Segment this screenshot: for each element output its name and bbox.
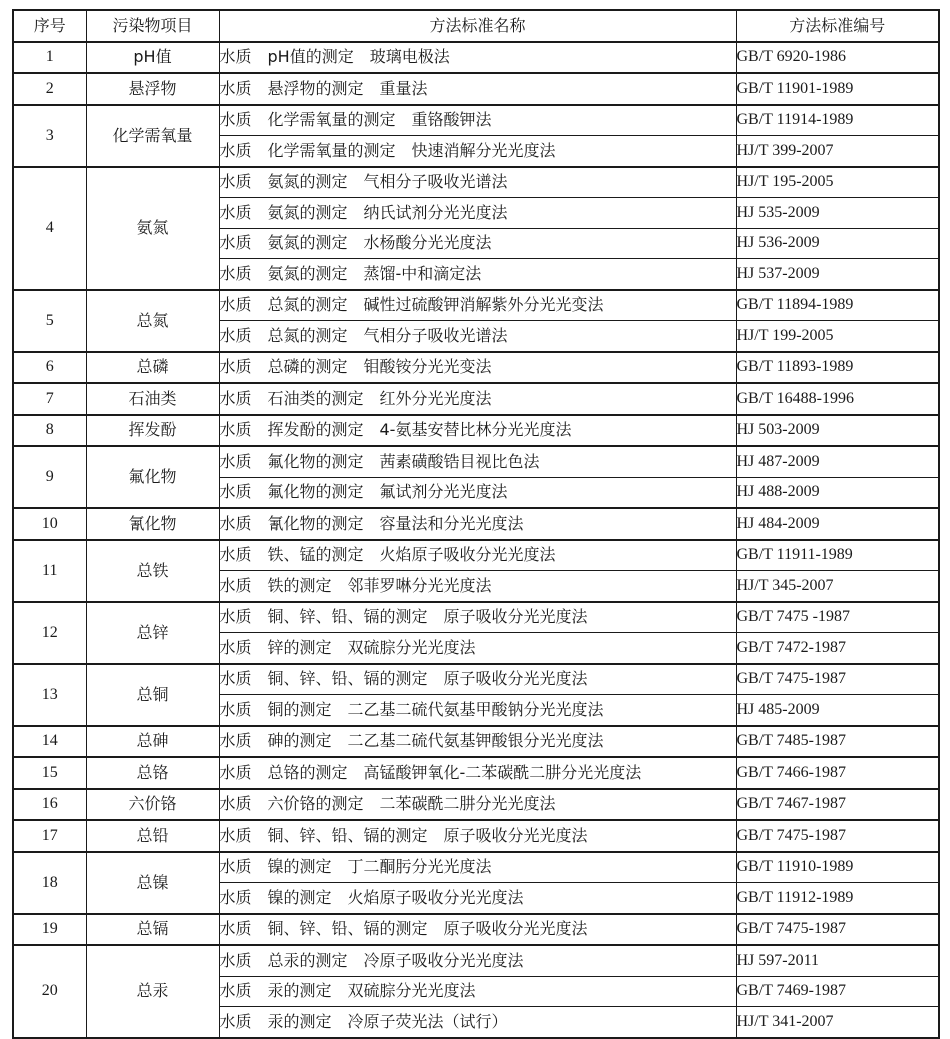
table-row (13, 352, 939, 384)
method-code-cell: GB/T 11901-1989 (736, 73, 939, 105)
pollutant-item-cell: 总镍 (86, 852, 219, 914)
method-name-cell: 水质 化学需氧量的测定 快速消解分光光度法 (219, 136, 736, 167)
method-name-cell: 水质 氨氮的测定 水杨酸分光光度法 (219, 228, 736, 259)
header-serial-no: 序号 (13, 10, 86, 42)
table-row (13, 167, 939, 198)
method-code-cell: GB/T 11894-1989 (736, 290, 939, 321)
method-code-cell: GB/T 7475 -1987 (736, 602, 939, 633)
pollutant-item-cell: 总汞 (86, 945, 219, 1038)
method-name-cell: 水质 铜的测定 二乙基二硫代氨基甲酸钠分光光度法 (219, 695, 736, 726)
method-code-cell: GB/T 11912-1989 (736, 883, 939, 914)
method-code-cell: GB/T 11911-1989 (736, 540, 939, 571)
serial-no-cell: 8 (13, 415, 86, 447)
table-row (13, 290, 939, 321)
serial-no-cell: 17 (13, 820, 86, 852)
pollutant-item-cell: 总铜 (86, 664, 219, 726)
method-name-cell: 水质 总磷的测定 钼酸铵分光光变法 (219, 352, 736, 384)
method-name-cell: 水质 氨氮的测定 纳氏试剂分光光度法 (219, 198, 736, 229)
table-body (13, 42, 939, 1038)
table-row (13, 852, 939, 883)
pollutant-item-cell: 总铅 (86, 820, 219, 852)
serial-no-cell: 16 (13, 789, 86, 821)
method-code-cell: GB/T 7475-1987 (736, 820, 939, 852)
method-code-cell: HJ 488-2009 (736, 477, 939, 508)
pollutant-item-cell: 总砷 (86, 726, 219, 758)
table-row (13, 820, 939, 852)
serial-no-cell: 3 (13, 105, 86, 167)
method-code-cell: GB/T 7475-1987 (736, 664, 939, 695)
serial-no-cell: 12 (13, 602, 86, 664)
method-name-cell: 水质 镍的测定 火焰原子吸收分光光度法 (219, 883, 736, 914)
serial-no-cell: 18 (13, 852, 86, 914)
pollutant-item-cell: 石油类 (86, 383, 219, 415)
pollutant-item-cell: 总铁 (86, 540, 219, 602)
method-code-cell: HJ/T 341-2007 (736, 1007, 939, 1038)
method-code-cell: HJ 485-2009 (736, 695, 939, 726)
method-code-cell: HJ 503-2009 (736, 415, 939, 447)
table-row (13, 789, 939, 821)
method-code-cell: GB/T 7467-1987 (736, 789, 939, 821)
method-name-cell: 水质 总铬的测定 高锰酸钾氧化-二苯碳酰二肼分光光度法 (219, 757, 736, 789)
standards-table (12, 9, 940, 1039)
method-name-cell: 水质 铁、锰的测定 火焰原子吸收分光光度法 (219, 540, 736, 571)
method-code-cell: HJ 535-2009 (736, 198, 939, 229)
serial-no-cell: 15 (13, 757, 86, 789)
method-code-cell: HJ/T 345-2007 (736, 571, 939, 602)
method-code-cell: HJ/T 399-2007 (736, 136, 939, 167)
method-name-cell: 水质 挥发酚的测定 4-氨基安替比林分光光度法 (219, 415, 736, 447)
header-method-code: 方法标准编号 (736, 10, 939, 42)
table-row (13, 446, 939, 477)
pollutant-item-cell: 总铬 (86, 757, 219, 789)
pollutant-item-cell: pH值 (86, 42, 219, 74)
method-code-cell: GB/T 7466-1987 (736, 757, 939, 789)
serial-no-cell: 19 (13, 914, 86, 946)
header-pollutant-item: 污染物项目 (86, 10, 219, 42)
header-row (13, 10, 939, 42)
method-code-cell: HJ 536-2009 (736, 228, 939, 259)
serial-no-cell: 7 (13, 383, 86, 415)
table-row (13, 508, 939, 540)
method-name-cell: 水质 氟化物的测定 茜素磺酸锆目视比色法 (219, 446, 736, 477)
serial-no-cell: 13 (13, 664, 86, 726)
table-row (13, 602, 939, 633)
serial-no-cell: 14 (13, 726, 86, 758)
method-name-cell: 水质 砷的测定 二乙基二硫代氨基钾酸银分光光度法 (219, 726, 736, 758)
table-row (13, 42, 939, 74)
method-code-cell: HJ 537-2009 (736, 259, 939, 290)
method-name-cell: 水质 汞的测定 双硫腙分光光度法 (219, 976, 736, 1007)
method-name-cell: 水质 氨氮的测定 蒸馏-中和滴定法 (219, 259, 736, 290)
table-row (13, 105, 939, 136)
method-name-cell: 水质 汞的测定 冷原子荧光法（试行） (219, 1007, 736, 1038)
method-name-cell: 水质 总氮的测定 气相分子吸收光谱法 (219, 321, 736, 352)
method-name-cell: 水质 铜、锌、铅、镉的测定 原子吸收分光光度法 (219, 914, 736, 946)
method-name-cell: 水质 氟化物的测定 氟试剂分光光度法 (219, 477, 736, 508)
method-name-cell: 水质 氨氮的测定 气相分子吸收光谱法 (219, 167, 736, 198)
pollutant-item-cell: 氰化物 (86, 508, 219, 540)
serial-no-cell: 2 (13, 73, 86, 105)
method-code-cell: GB/T 6920-1986 (736, 42, 939, 74)
method-code-cell: GB/T 7469-1987 (736, 976, 939, 1007)
table-row (13, 726, 939, 758)
method-name-cell: 水质 悬浮物的测定 重量法 (219, 73, 736, 105)
method-code-cell: GB/T 7472-1987 (736, 633, 939, 664)
method-name-cell: 水质 氰化物的测定 容量法和分光光度法 (219, 508, 736, 540)
method-name-cell: 水质 铜、锌、铅、镉的测定 原子吸收分光光度法 (219, 602, 736, 633)
serial-no-cell: 6 (13, 352, 86, 384)
method-name-cell: 水质 铜、锌、铅、镉的测定 原子吸收分光光度法 (219, 820, 736, 852)
serial-no-cell: 11 (13, 540, 86, 602)
table-row (13, 945, 939, 976)
table-row (13, 664, 939, 695)
pollutant-item-cell: 氟化物 (86, 446, 219, 508)
method-name-cell: 水质 铜、锌、铅、镉的测定 原子吸收分光光度法 (219, 664, 736, 695)
method-name-cell: 水质 铁的测定 邻菲罗啉分光光度法 (219, 571, 736, 602)
pollutant-item-cell: 总磷 (86, 352, 219, 384)
method-name-cell: 水质 总汞的测定 冷原子吸收分光光度法 (219, 945, 736, 976)
method-name-cell: 水质 总氮的测定 碱性过硫酸钾消解紫外分光光变法 (219, 290, 736, 321)
method-code-cell: GB/T 7485-1987 (736, 726, 939, 758)
method-name-cell: 水质 化学需氧量的测定 重铬酸钾法 (219, 105, 736, 136)
method-name-cell: 水质 镍的测定 丁二酮肟分光光度法 (219, 852, 736, 883)
method-code-cell: GB/T 16488-1996 (736, 383, 939, 415)
method-name-cell: 水质 锌的测定 双硫腙分光光度法 (219, 633, 736, 664)
pollutant-item-cell: 化学需氧量 (86, 105, 219, 167)
method-name-cell: 水质 pH值的测定 玻璃电极法 (219, 42, 736, 74)
serial-no-cell: 4 (13, 167, 86, 290)
pollutant-item-cell: 六价铬 (86, 789, 219, 821)
method-code-cell: GB/T 11914-1989 (736, 105, 939, 136)
method-name-cell: 水质 石油类的测定 红外分光光度法 (219, 383, 736, 415)
serial-no-cell: 1 (13, 42, 86, 74)
table-row (13, 540, 939, 571)
pollutant-item-cell: 悬浮物 (86, 73, 219, 105)
method-code-cell: HJ 487-2009 (736, 446, 939, 477)
table-row (13, 914, 939, 946)
serial-no-cell: 9 (13, 446, 86, 508)
method-code-cell: GB/T 7475-1987 (736, 914, 939, 946)
pollutant-item-cell: 总锌 (86, 602, 219, 664)
table-row (13, 383, 939, 415)
pollutant-item-cell: 总氮 (86, 290, 219, 352)
header-method-name: 方法标准名称 (219, 10, 736, 42)
pollutant-item-cell: 挥发酚 (86, 415, 219, 447)
serial-no-cell: 10 (13, 508, 86, 540)
pollutant-item-cell: 总镉 (86, 914, 219, 946)
method-code-cell: HJ 484-2009 (736, 508, 939, 540)
method-name-cell: 水质 六价铬的测定 二苯碳酰二肼分光光度法 (219, 789, 736, 821)
method-code-cell: GB/T 11893-1989 (736, 352, 939, 384)
pollutant-item-cell: 氨氮 (86, 167, 219, 290)
table-row (13, 73, 939, 105)
method-code-cell: GB/T 11910-1989 (736, 852, 939, 883)
serial-no-cell: 5 (13, 290, 86, 352)
serial-no-cell: 20 (13, 945, 86, 1038)
method-code-cell: HJ/T 199-2005 (736, 321, 939, 352)
method-code-cell: HJ 597-2011 (736, 945, 939, 976)
table-row (13, 415, 939, 447)
method-code-cell: HJ/T 195-2005 (736, 167, 939, 198)
table-row (13, 757, 939, 789)
